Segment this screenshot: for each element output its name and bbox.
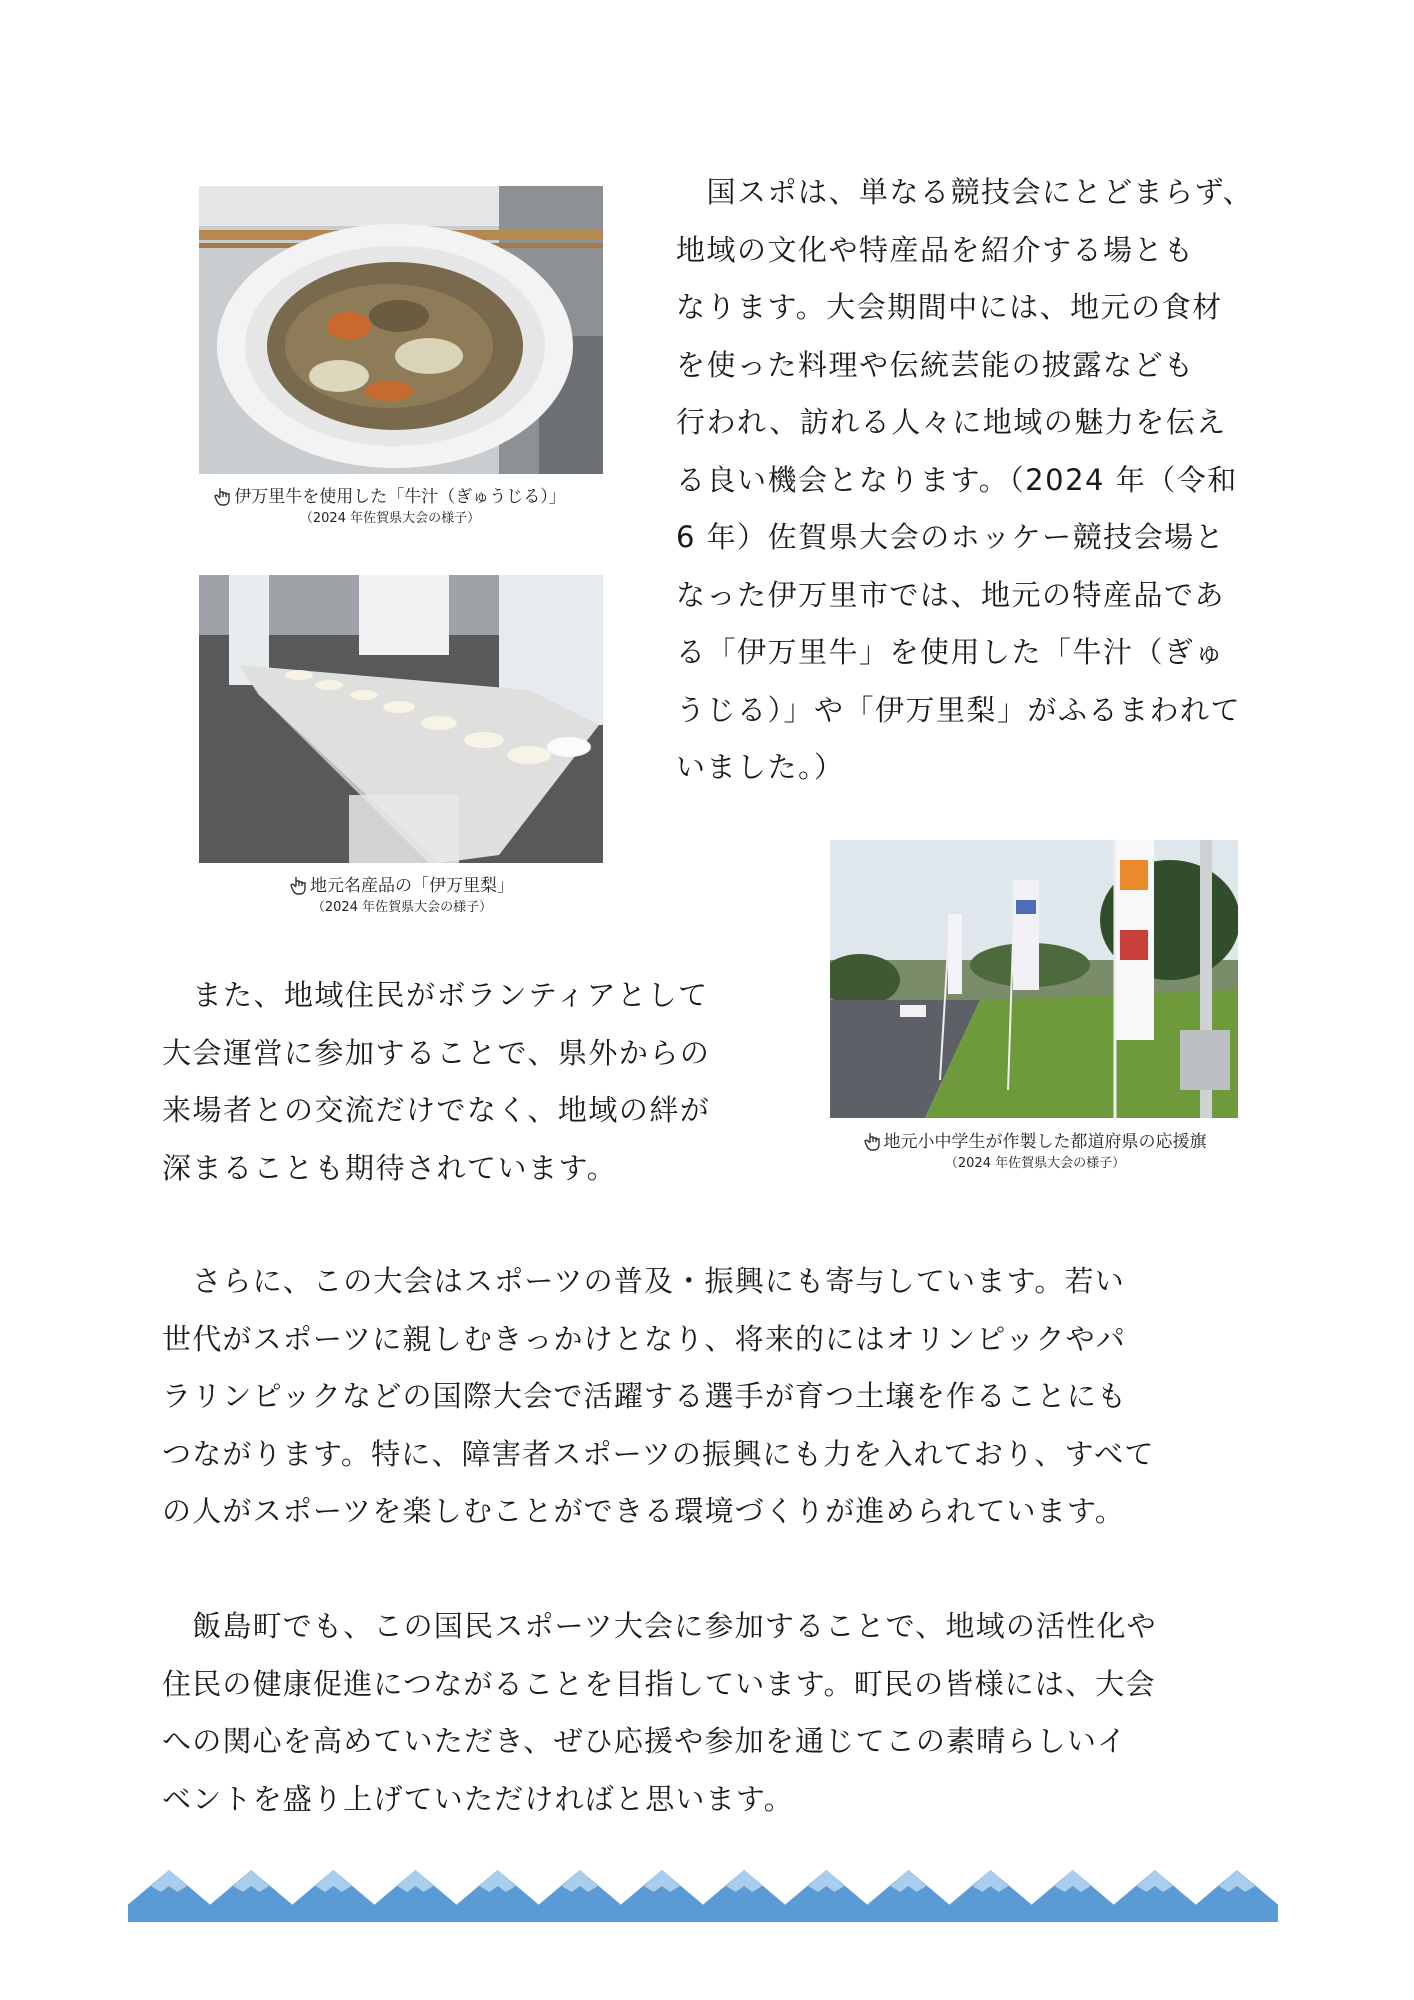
text-line: うじる）」や「伊万里梨」がふるまわれて xyxy=(676,692,1242,727)
pears-subcaption: （2024 年佐賀県大会の様子） xyxy=(311,900,493,915)
text-line: ラリンピックなどの国際大会で活躍する選手が育つ土壌を作ることにも xyxy=(162,1379,1128,1413)
text-line: への関心を高めていただき、ぜひ応援や参加を通じてこの素晴らしいイ xyxy=(162,1724,1128,1758)
iijima-paragraph xyxy=(162,1598,1157,1828)
soup-photo xyxy=(199,186,603,474)
text-line: さらに、この大会はスポーツの普及・振興にも寄与しています。若い xyxy=(162,1264,1125,1298)
intro-paragraph xyxy=(676,164,1253,797)
text-line: 国スポは、単なる競技会にとどまらず、 xyxy=(676,175,1254,209)
pointing-hand-icon xyxy=(864,1131,882,1151)
text-line: る良い機会となります。（2024 年（令和 xyxy=(676,462,1238,497)
pears-photo-caption xyxy=(200,874,604,918)
pointing-hand-icon xyxy=(290,875,308,895)
pointing-hand-icon xyxy=(214,486,232,506)
text-line: なった伊万里市では、地元の特産品であ xyxy=(676,577,1226,612)
banners-photo xyxy=(830,840,1238,1118)
text-line: つながります。特に、障害者スポーツの振興にも力を入れており、すべて xyxy=(162,1436,1155,1471)
text-line: 住民の健康促進につながることを目指しています。町民の皆様には、大会 xyxy=(162,1666,1156,1701)
pears-photo xyxy=(199,575,603,863)
text-line: いました。） xyxy=(676,750,845,784)
soup-photo-caption xyxy=(160,485,620,529)
text-line: また、地域住民がボランティアとして xyxy=(162,978,709,1012)
text-line: 世代がスポーツに親しむきっかけとなり、将来的にはオリンピックやパ xyxy=(162,1321,1127,1356)
text-line: 大会運営に参加することで、県外からの xyxy=(162,1035,711,1070)
text-line: 6 年）佐賀県大会のホッケー競技会場と xyxy=(676,520,1226,554)
text-line: 深まることも期待されています。 xyxy=(162,1150,618,1185)
text-line: 飯島町でも、この国民スポーツ大会に参加することで、地域の活性化や xyxy=(162,1609,1157,1643)
mountain-peak xyxy=(1175,1870,1278,1922)
banners-subcaption: （2024 年佐賀県大会の様子） xyxy=(944,1156,1126,1171)
text-line: 地域の文化や特産品を紹介する場とも xyxy=(676,232,1195,267)
sports-promotion-paragraph xyxy=(162,1253,1155,1541)
volunteer-paragraph xyxy=(162,967,710,1197)
soup-subcaption: （2024 年佐賀県大会の様子） xyxy=(299,511,481,526)
soup-caption-text: 伊万里牛を使用した「牛汁（ぎゅうじる）」 xyxy=(234,487,566,507)
text-line: 行われ、訪れる人々に地域の魅力を伝え xyxy=(676,405,1227,439)
banners-caption-text: 地元小中学生が作製した都道府県の応援旗 xyxy=(883,1132,1207,1152)
banners-photo-caption xyxy=(800,1130,1270,1174)
text-line: の人がスポーツを楽しむことができる環境づくりが進められています。 xyxy=(162,1494,1125,1528)
text-line: ベントを盛り上げていただければと思います。 xyxy=(162,1781,794,1816)
text-line: る「伊万里牛」を使用した「牛汁（ぎゅ xyxy=(676,635,1226,669)
text-line: 来場者との交流だけでなく、地域の絆が xyxy=(162,1093,711,1127)
text-line: を使った料理や伝統芸能の披露なども xyxy=(676,347,1195,382)
mountain-border-decoration xyxy=(128,1862,1278,1922)
text-line: なります。大会期間中には、地元の食材 xyxy=(676,290,1223,324)
pears-caption-text: 地元名産品の「伊万里梨」 xyxy=(310,876,514,896)
